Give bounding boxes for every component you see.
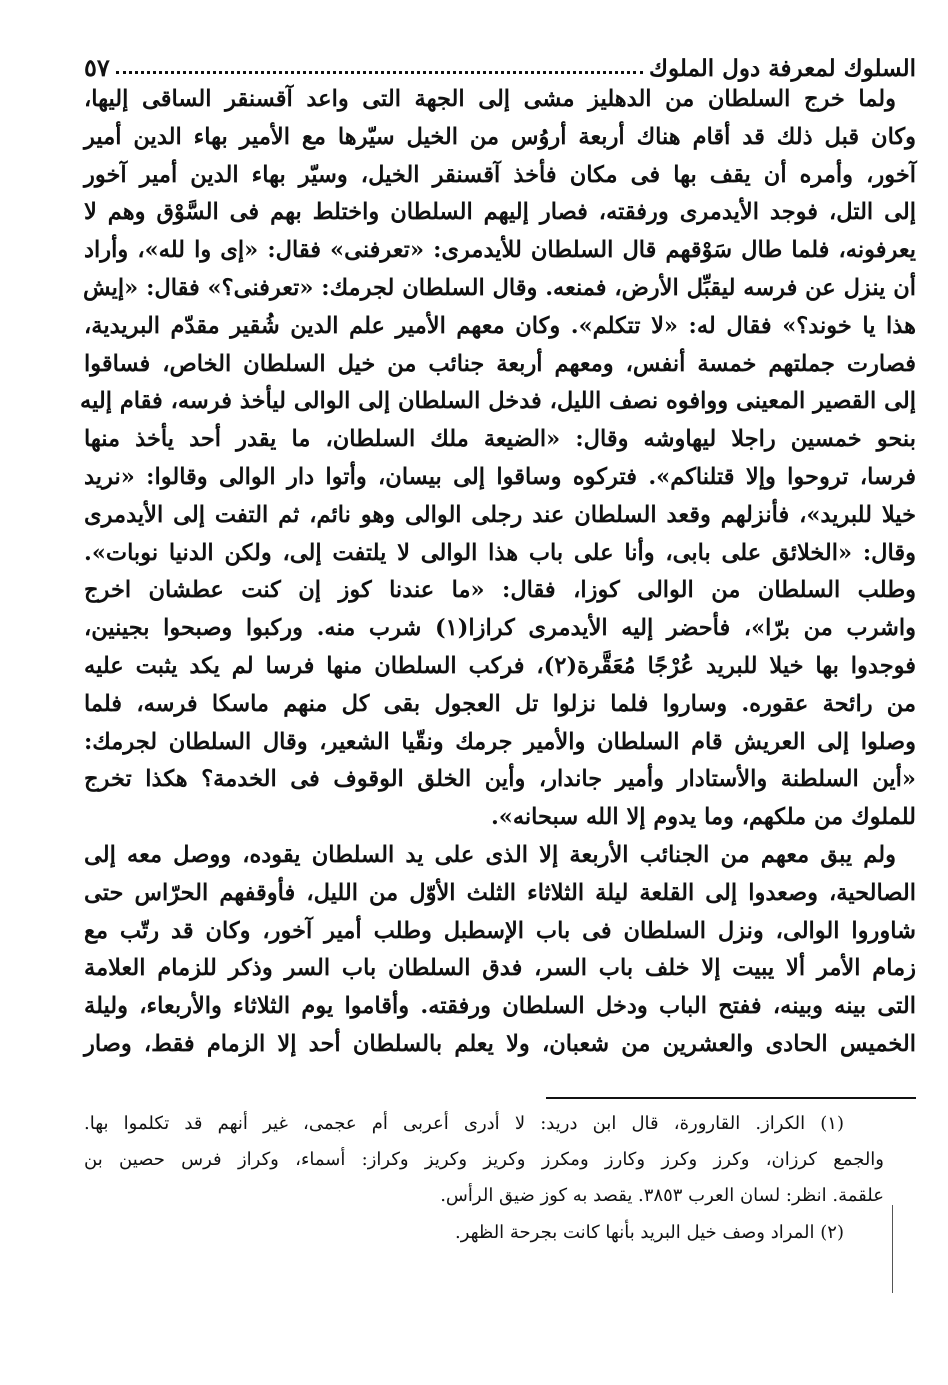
text-line: آخور، وأمره أن يقف بها فى مكان فأخذ آقسنقر الخيل، وسيّر بهاء الدين أمير آخور	[84, 161, 916, 188]
text-line: وقال: «الخلائق على بابى، وأنا على باب هذا الوالى لا يلتفت إلى، ولكن الدنيا نوبات».	[84, 539, 916, 566]
text-line: للملوك من ملكهم، وما يدوم إلا الله سبحانه».	[490, 804, 916, 831]
footnote-line: (٢) المراد وصف خيل البريد بأنها كانت بجرحة الظهر.	[454, 1222, 844, 1243]
footnote-line: والجمع كرزان، وكرز وكرز وكارز ومكرز وكريز وكريز وكراز: أسماء، وكراز فرس حصين بن	[84, 1149, 884, 1170]
footnote-line: (١) الكراز. القارورة، قال ابن دريد: لا أدرى أعربى أم عجمى، غير أنهم قد تكلموا بها.	[84, 1113, 844, 1134]
text-line: واشرب من برّا»، فأحضر إليه الأيدمرى كرازا(١) شرب منه. وركبوا وصبحوا بجينين،	[84, 615, 916, 642]
text-line: إلى التل، فوجد الأيدمرى ورفقته، فصار إليهم السلطان واختلط بهم فى السَّوْق وهم لا	[84, 199, 916, 226]
text-line: وصلوا إلى العريش قام السلطان والأمير جرمك ونقّيا الشعير، وقال السلطان لجرمك:	[84, 728, 916, 755]
text-line: فصارت جملتهم خمسة أنفس، ومعهم أربعة جنائب من خيل السلطان الخاص، فساقوا	[84, 350, 916, 377]
leader-dots	[116, 70, 643, 74]
text-line: بنحو خمسين راجلا ليهاوشه وقال: «الضيعة ملك السلطان، ما يقدر أحد يأخذ منها	[84, 426, 916, 453]
text-line: شاوروا الوالى، ونزل السلطان فى باب الإسطبل وطلب أمير آخور، وكان قد رتّب مع	[84, 917, 916, 944]
page-number: ٥٧	[84, 53, 110, 82]
text-line: التى بينه وبينه، ففتح الباب ودخل السلطان ورفقته. وأقاموا يوم الثلاثاء والأربعاء، وليلة	[84, 993, 916, 1020]
footnote-line: علقمة. انظر: لسان العرب ٣٨٥٣. يقصد به كوز ضيق الرأس.	[440, 1185, 884, 1206]
text-line: ولما خرج السلطان من الدهليز مشى إلى الجهة التى واعد آقسنقر الساقى إليها،	[84, 86, 896, 112]
text-line: خيلا للبريد»، فأنزلهم وقعد السلطان عند رجلى الوالى وهو نائم، ثم التفت إلى الأيدمرى	[84, 501, 916, 528]
running-header	[84, 46, 916, 82]
text-line: الصالحية، وصعدوا إلى القلعة ليلة الثلاثاء الثلث الأوّل من الليل، فأوقفهم الحرّاس حتى	[84, 879, 916, 906]
text-line: فوجدوا بها خيلا للبريد عُرْجًا مُعَقَّرة(٢)، فركب السلطان منها فرسا لم يكد يثبت عليه	[84, 653, 916, 679]
text-line: الخميس الحادى والعشرين من شعبان، ولا يعلم بالسلطان أحد إلا الزمام فقط، وصار	[84, 1031, 916, 1057]
footnote-separator	[546, 1097, 916, 1099]
text-line: فرسا، تروحوا وإلا قتلناكم». فتركوه وساقوا إلى بيسان، وأتوا دار الوالى وقالوا: «نريد	[84, 464, 916, 490]
margin-mark	[892, 1205, 893, 1293]
text-line: زمام الأمر ألا يبيت إلا خلف باب السر، فدق السلطان باب السر وذكر للزمام العلامة	[84, 955, 916, 982]
text-line: إلى القصير المعينى ووافوه نصف الليل، فدخل السلطان إلى الوالى ليأخذ فرسه، فقام إليه	[80, 388, 916, 415]
text-line: ولم يبق معهم من الجنائب الأربعة إلا الذى على يد السلطان يقوده، ووصل معه إلى	[84, 842, 896, 868]
text-line: وطلب السلطان من الوالى كوزا، فقال: «ما عندنا كوز إن كنت عطشان اخرج	[84, 577, 916, 604]
text-line: يعرفونه، فلما طال سَوْقهم قال السلطان للأيدمرى: «تعرفنى» فقال: «إى وا لله»، وأراد	[84, 237, 916, 264]
text-line: «أين السلطنة والأستادار وأمير جاندار، وأين الخلق الوقوف فى الخدمة؟ هكذا تخرج	[84, 766, 916, 793]
text-line: من رائحة عقوره. وساروا فلما نزلوا تل العجول بقى كل منهم ماسكا فرسه، فلما	[84, 690, 916, 717]
text-line: هذا يا خوند؟» فقال له: «لا تتكلم». وكان معهم الأمير علم الدين شُقير مقدّم البريدية،	[84, 312, 916, 339]
text-line: وكان قبل ذلك قد أقام هناك أربعة أروُس من الخيل سيّرها مع الأمير بهاء الدين أمير	[84, 123, 916, 150]
text-line: أن ينزل عن فرسه ليقبِّل الأرض، فمنعه. وقال السلطان لجرمك: «تعرفنى؟» فقال: «إيش	[82, 275, 916, 301]
book-title: السلوك لمعرفة دول الملوك	[648, 55, 916, 82]
